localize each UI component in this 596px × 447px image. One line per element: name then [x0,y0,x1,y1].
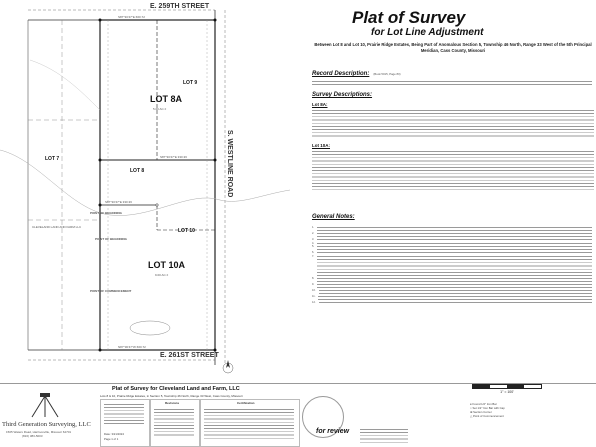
bearing-top: S87°30'47"E 660.72 [118,15,145,19]
note-item: 6. [312,251,592,255]
revisions-cell [150,399,200,447]
road-north-label: E. 259TH STREET [150,3,210,10]
road-east-label: S. WESTLINE ROAD [226,130,233,198]
survey-descriptions-heading: Survey Descriptions: [312,92,373,98]
bearing-mid: S87°30'47"E 330.36 [160,155,187,159]
plat-description: Between Lot 8 and Lot 10, Prairie Ridge Estates, Being Part of Anomalous Section 5, Township 46 North, Range 33 West of the 5th Principal Meridian, Cass County, Missouri [314,42,592,53]
scale-bar [472,384,542,394]
record-book-ref: (Book 5015, Page 80) [373,72,401,76]
project-info-cell [100,399,150,447]
plat-subtitle: for Lot Line Adjustment [371,27,484,38]
note-item: 5. [312,245,592,251]
pob-1-label: POINT OF BEGINNING [90,211,123,215]
lot-9-label: LOT 9 [183,80,198,86]
scale-label: 1" = 100' [500,390,514,394]
lot-10-label: LOT 10 [178,228,195,234]
lot-8a-area: 5.00 AC.± [153,107,167,111]
lot-10a-label: LOT 10A [148,260,186,270]
title-block-plat-sub: Lots 8 & 10, Prairie Ridge Estates, in Section 5, Township 46 North, Range 33 West, Cass County, Missouri [100,394,243,398]
title-block-plat-title: Plat of Survey for Cleveland Land and Farm, LLC [112,386,240,392]
company-name: Third Generation Surveying, LLC [2,421,91,428]
lot-10a-heading: Lot 10A: [312,143,330,148]
lot-8a-label: LOT 8A [150,94,183,104]
signature-block [360,428,408,444]
legend-item: ○ Set 1/2" Iron Bar with Cap [470,406,505,410]
revisions-label: Revisions [165,401,180,405]
lot-10a-area: 9.00 AC.± [155,273,169,277]
title-block-date: Date: 3/21/2024 [104,432,124,436]
note-item: 12. [312,301,592,305]
note-item: 9. [312,283,592,289]
lot-7-label: LOT 7 [45,156,60,162]
note-item: 2. [312,232,592,238]
note-item: 7. [312,255,592,277]
plat-title: Plat of Survey [352,8,466,27]
note-item: 10. [312,289,592,295]
north-arrow-icon [223,360,233,373]
note-item: 3. [312,238,592,242]
survey-tripod-logo-icon [20,392,70,418]
company-phone: (816) 383-5003 [22,434,43,438]
note-item: 8. [312,277,592,283]
bearing-bottom: N87°30'47"W 660.72 [118,345,146,349]
lot-8a-heading: Lot 8A: [312,102,328,107]
road-south-label: E. 261ST STREET [160,352,219,359]
lot-10a-description [312,150,594,190]
pob-2-label: POINT OF BEGINNING [95,237,128,241]
poc-label: POINT OF COMMENCEMENT [90,289,132,293]
title-block [0,383,596,447]
legend [470,402,505,418]
legend-item: ⊕ Section Corner [470,410,492,414]
note-item: 1. [312,226,592,232]
record-heading: Record Description: [312,71,370,77]
legend-item: △ Point of Commencement [470,414,504,418]
record-description-text [312,80,592,87]
certification-label: Certification [237,401,255,405]
lot-8a-description [312,109,594,139]
note-item: 4. [312,242,592,246]
general-notes-heading: General Notes: [312,214,355,220]
certification-cell [200,399,300,447]
company-block [20,392,80,423]
record-description-header [312,71,401,77]
bearing-mid2: S87°30'47"E 330.36 [105,200,132,204]
lot-8-label: LOT 8 [130,168,145,174]
plat-map [0,0,300,380]
company-address: 1505 Waters Road, Harrisonville, Missouri 64701 [6,430,72,434]
general-notes-list [312,226,592,304]
title-block-sheet: Page 1 of 1 [104,437,119,441]
for-review-stamp: for review [316,428,350,435]
note-item: 11. [312,295,592,301]
cleveland-label: CLEVELAND LAND AND FARM LLC [32,225,82,229]
legend-item: ● Found 1/2" Iron Bar [470,402,497,406]
